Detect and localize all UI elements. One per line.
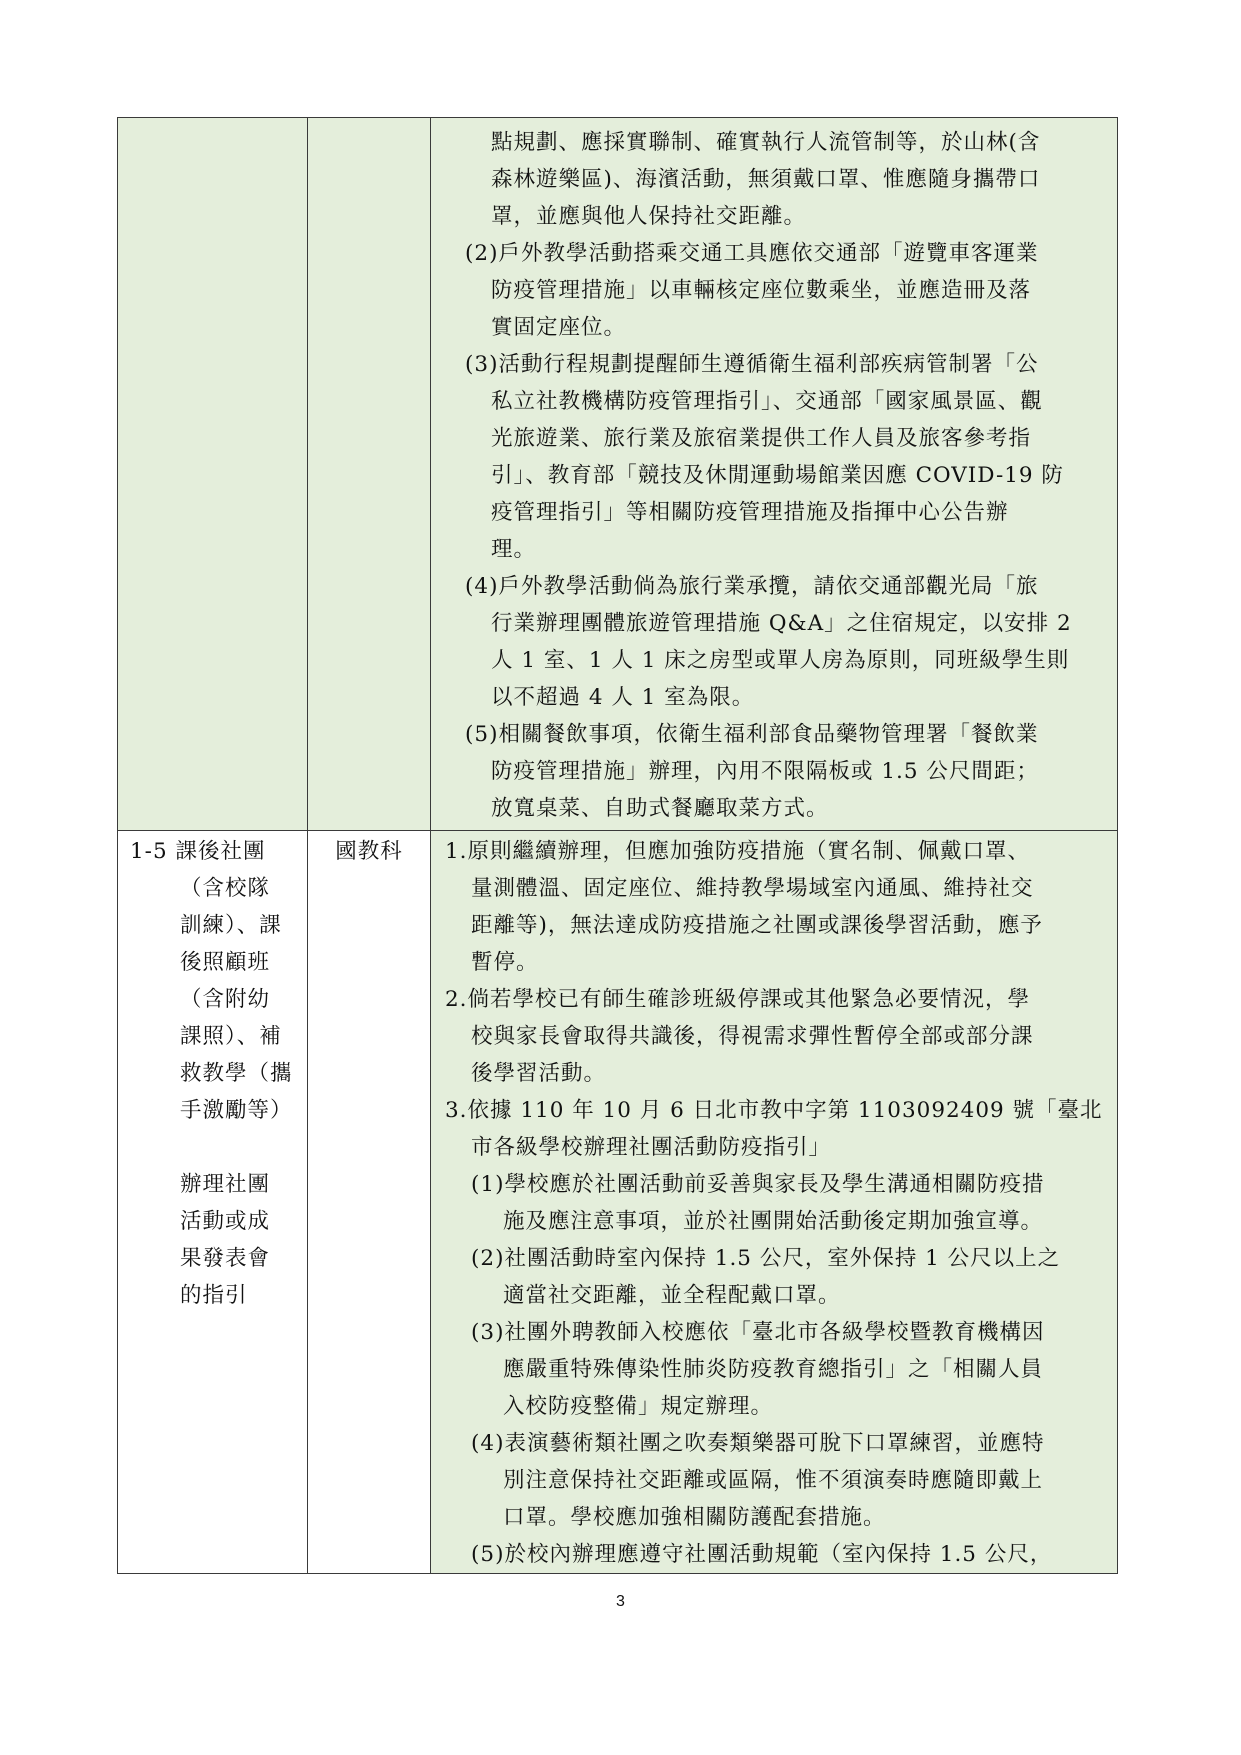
unit-cell-empty	[308, 118, 431, 831]
spacer	[118, 1129, 307, 1166]
subpoint-line: 口罩。學校應加強相關防護配套措施。	[503, 1505, 886, 1530]
list-item-first-line: (3)活動行程規劃提醒師生遵循衛生福利部疾病管制署「公	[465, 352, 1039, 377]
continuation-text	[431, 118, 1117, 827]
item-cell-empty	[118, 118, 308, 831]
subpoint-first-line: (4)表演藝術類社團之吹奏類樂器可脫下口罩練習，並應特	[471, 1431, 1045, 1456]
subpoint-line: 應嚴重特殊傳染性肺炎防疫教育總指引」之「相關人員	[503, 1357, 1044, 1382]
list-item-first-line: (4)戶外教學活動倘為旅行業承攬，請依交通部觀光局「旅	[465, 574, 1039, 599]
point-first-line: 2.倘若學校已有師生確診班級停課或其他緊急必要情況，學	[445, 987, 1031, 1012]
text-line: 森林遊樂區)、海濱活動，無須戴口罩、惟應隨身攜帶口	[491, 167, 1041, 192]
section-row-1-5	[118, 831, 1118, 1574]
guideline-table	[117, 117, 1118, 1574]
point-line: 後學習活動。	[471, 1061, 607, 1086]
list-item-line: 疫管理指引」等相關防疫管理措施及指揮中心公告辦	[491, 500, 1009, 525]
point-first-line: 1.原則繼續辦理，但應加強防疫措施（實名制、佩戴口罩、	[445, 839, 1031, 864]
unit-cell	[308, 831, 431, 1574]
continuation-row	[118, 118, 1118, 831]
subpoint-line: 適當社交距離，並全程配戴口罩。	[503, 1283, 841, 1308]
item-subtitle-line: 果發表會	[180, 1246, 271, 1271]
item-title-line: 1-5 課後社團	[130, 839, 266, 864]
item-title-line: 課照）、補	[180, 1024, 282, 1049]
item-subtitle-line: 活動或成	[180, 1209, 271, 1234]
item-subtitle-line: 的指引	[180, 1283, 248, 1308]
subpoint-first-line: (2)社團活動時室內保持 1.5 公尺，室外保持 1 公尺以上之	[471, 1246, 1061, 1271]
list-item-line: 以不超過 4 人 1 室為限。	[491, 685, 755, 710]
item-cell	[118, 831, 308, 1574]
item-subtitle-line: 辦理社團	[180, 1172, 271, 1197]
point-line: 距離等)，無法達成防疫措施之社團或課後學習活動，應予	[471, 913, 1043, 938]
point-first-line: 3.依據 110 年 10 月 6 日北市教中字第 1103092409 號「臺北	[445, 1098, 1103, 1123]
point-line: 量測體溫、固定座位、維持教學場域室內通風、維持社交	[471, 876, 1034, 901]
point-line: 市各級學校辦理社團活動防疫指引」	[471, 1135, 832, 1160]
subpoint-line: 施及應注意事項，並於社團開始活動後定期加強宣導。	[503, 1209, 1044, 1234]
item-title-line: （含校隊	[180, 876, 271, 901]
list-item-line: 防疫管理措施」辦理，內用不限隔板或 1.5 公尺間距；	[491, 759, 1039, 784]
point-line: 暫停。	[471, 950, 539, 975]
list-item-first-line: (5)相關餐飲事項，依衛生福利部食品藥物管理署「餐飲業	[465, 722, 1039, 747]
subpoint-first-line: (3)社團外聘教師入校應依「臺北市各級學校暨教育機構因	[471, 1320, 1045, 1345]
item-title-line: 訓練）、課	[180, 913, 282, 938]
list-item-first-line: (2)戶外教學活動搭乘交通工具應依交通部「遊覽車客運業	[465, 241, 1039, 266]
subpoint-first-line: (1)學校應於社團活動前妥善與家長及學生溝通相關防疫措	[471, 1172, 1045, 1197]
point-line: 校與家長會取得共識後，得視需求彈性暫停全部或部分課	[471, 1024, 1034, 1049]
list-item-line: 私立社教機構防疫管理指引」、交通部「國家風景區、觀	[491, 389, 1043, 414]
list-item-line: 人 1 室、1 人 1 床之房型或單人房為原則，同班級學生則	[491, 648, 1070, 673]
list-item-line: 引」、教育部「競技及休閒運動場館業因應 COVID-19 防	[491, 463, 1064, 488]
list-item-line: 實固定座位。	[491, 315, 627, 340]
list-item-line: 理。	[491, 537, 537, 562]
item-title-line: 後照顧班	[180, 950, 271, 975]
text-line: 罩，並應與他人保持社交距離。	[491, 204, 807, 229]
subpoint-first-line: (5)於校內辦理應遵守社團活動規範（室內保持 1.5 公尺，	[471, 1542, 1053, 1567]
measures-cell	[431, 831, 1118, 1574]
measures-cell	[431, 118, 1118, 831]
text-line: 點規劃、應採實聯制、確實執行人流管制等，於山林(含	[491, 130, 1041, 155]
page-number: 3	[616, 1593, 625, 1610]
list-item-line: 放寬桌菜、自助式餐廳取菜方式。	[491, 796, 829, 821]
list-item-line: 光旅遊業、旅行業及旅宿業提供工作人員及旅客參考指	[491, 426, 1032, 451]
item-title-line: 手激勵等）	[180, 1098, 293, 1123]
item-title	[118, 831, 307, 1314]
responsible-unit: 國教科	[335, 839, 403, 864]
item-title-line: 救教學（攜	[180, 1061, 293, 1086]
item-title-line: （含附幼	[180, 987, 271, 1012]
measures-text	[431, 831, 1117, 1573]
list-item-line: 行業辦理團體旅遊管理措施 Q&A」之住宿規定，以安排 2	[491, 611, 1072, 636]
list-item-line: 防疫管理措施」以車輛核定座位數乘坐，並應造冊及落	[491, 278, 1032, 303]
subpoint-line: 別注意保持社交距離或區隔，惟不須演奏時應隨即戴上	[503, 1468, 1044, 1493]
subpoint-line: 入校防疫整備」規定辦理。	[503, 1394, 774, 1419]
